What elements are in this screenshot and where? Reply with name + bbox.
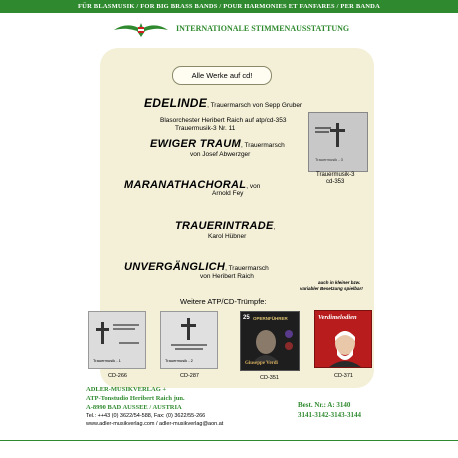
- cd-inner-label: Trauermusik - 2: [165, 358, 193, 363]
- featured-cd-cover: [308, 112, 368, 172]
- verdi-portrait-icon: [315, 311, 371, 367]
- piece-title: EDELINDE: [144, 96, 208, 110]
- company-name-2: ATP-Tonstudio Heribert Raich jun.: [86, 395, 185, 402]
- cd-cover-287: [160, 311, 218, 369]
- piece-title: UNVERGÄNGLICH: [124, 261, 226, 273]
- company-web: www.adler-musikverlag.com / adler-musikverlag@aon.at: [86, 421, 224, 427]
- featured-cd-caption: Trauermusik-3: [316, 172, 355, 178]
- company-address: A-8990 BAD AUSSEE / AUSTRIA: [86, 404, 182, 411]
- featured-cd-inner-label: Trauermusik - 3: [315, 157, 343, 162]
- cd-number-25: 25: [243, 315, 250, 321]
- piece-composer: Karol Hübner: [208, 233, 247, 240]
- featured-cd-code: cd-353: [326, 179, 345, 185]
- subtitle: INTERNATIONALE STIMMENAUSSTATTUNG: [176, 24, 350, 33]
- cd-code: CD-351: [260, 375, 279, 381]
- cd-cover-351: [240, 311, 300, 371]
- company-phone: Tel.: ++43 (0) 3622/54-588, Fax: (0) 3622/55-266: [86, 413, 206, 419]
- cd-code: CD-266: [108, 373, 127, 379]
- piece-suffix: , Trauermarsch von Sepp Gruber: [207, 102, 303, 109]
- piece-title: MARANATHACHORAL: [124, 179, 247, 191]
- cd-cover-371: [314, 310, 372, 368]
- piece-composer: von Heribert Raich: [200, 273, 254, 280]
- piece-suffix: , Trauermarsch: [225, 265, 269, 272]
- piece-title: EWIGER TRAUM: [150, 138, 241, 150]
- cd-inner-label: Trauermusik - 1: [93, 358, 121, 363]
- all-on-cd-badge: Alle Werke auf cd!: [172, 66, 272, 85]
- ensemble-note-1: auch in kleiner bzw.: [318, 280, 361, 285]
- piece-trauerintrade: [175, 216, 275, 234]
- piece-composer: Arnold Fey: [212, 190, 244, 197]
- cd-code: CD-371: [334, 373, 353, 379]
- cd-cover-266: [88, 311, 146, 369]
- eagle-logo: [112, 19, 170, 41]
- company-name-1: ADLER-MUSIKVERLAG +: [86, 386, 167, 393]
- cd-name: Giuseppe Verdi: [245, 361, 278, 366]
- footer-divider: [0, 440, 458, 441]
- recording-note-line1: Blasorchester Heribert Raich auf atp/cd-353: [160, 117, 287, 124]
- piece-suffix: ,: [273, 224, 276, 231]
- piece-composer: von Josef Abwerzger: [190, 151, 251, 158]
- piece-edelinde: [144, 94, 302, 112]
- cross-icon: [309, 113, 367, 171]
- header-bar: FÜR BLASMUSIK / FOR BIG BRASS BANDS / POUR HARMONIES ET FANFARES / PER BANDA: [0, 0, 458, 13]
- piece-suffix: , von: [246, 183, 261, 190]
- order-number-variants: 3141-3142-3143-3144: [298, 411, 361, 419]
- piece-ewiger-traum: [150, 134, 285, 152]
- piece-suffix: , Trauermarsch: [240, 142, 285, 149]
- ensemble-note-2: variabler Besetzung spielbar!: [300, 286, 363, 291]
- cd-code: CD-287: [180, 373, 199, 379]
- recording-note-line2: Trauermusik-3 Nr. 11: [175, 125, 236, 132]
- order-number: Best. Nr.: A: 3140: [298, 401, 351, 409]
- more-cds-label: Weitere ATP/CD-Trümpfe:: [180, 297, 267, 306]
- cd-title: Verdimelodien: [318, 314, 357, 321]
- piece-title: TRAUERINTRADE: [175, 220, 274, 232]
- cd-top-title: OPERNFÜHRER: [253, 316, 288, 321]
